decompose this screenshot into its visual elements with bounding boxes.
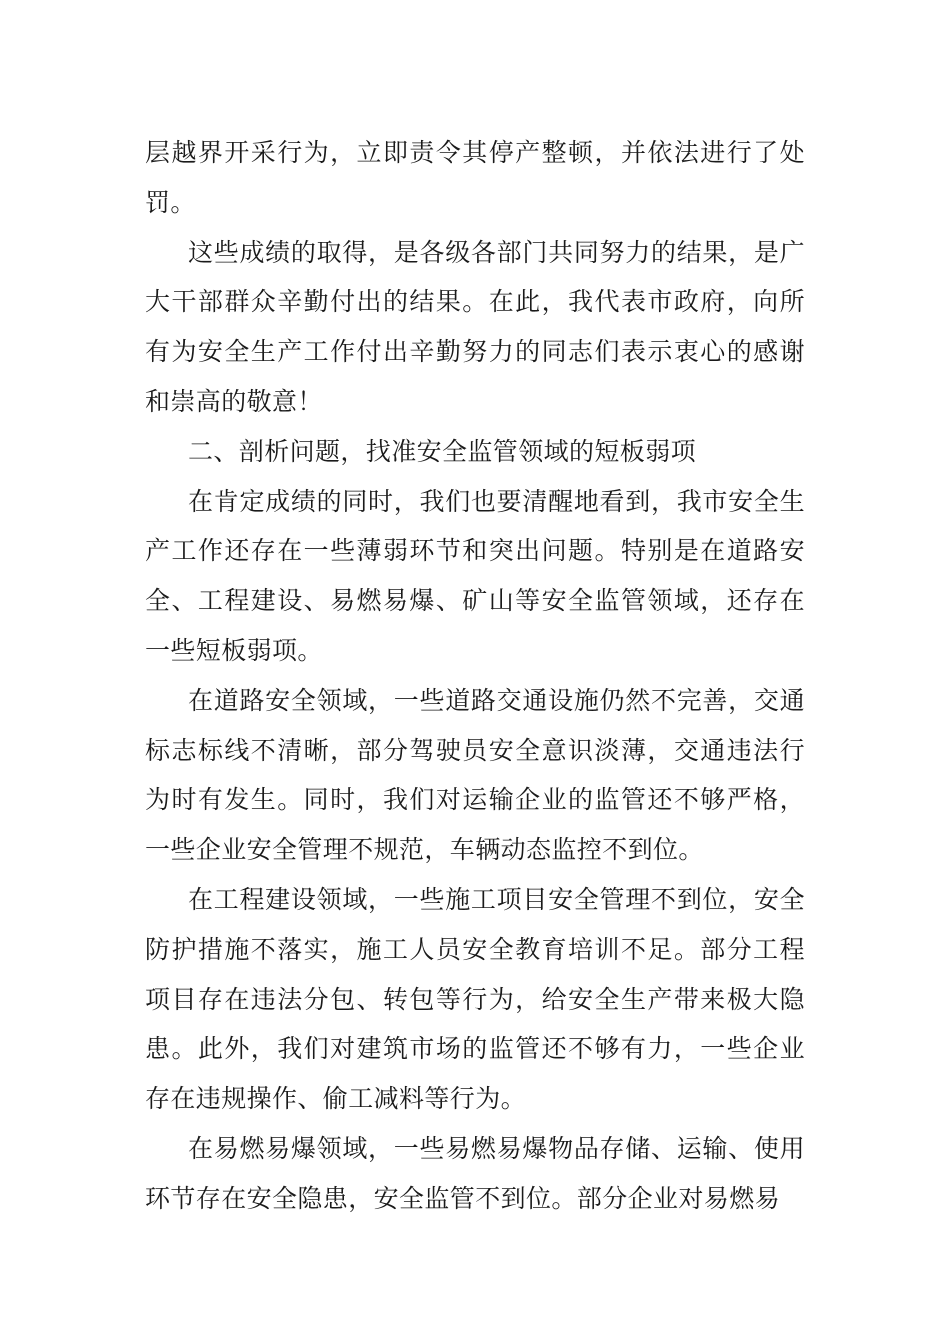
section-heading-problems: 二、剖析问题，找准安全监管领域的短板弱项 [188, 436, 697, 466]
document-body [145, 128, 805, 1224]
paragraph-construction: 在工程建设领域，一些施工项目安全管理不到位，安全防护措施不落实，施工人员安全教育培训不足。部分工程项目存在违法分包、转包等行为，给安全生产带来极大隐患。此外，我们对建筑市场的监管还不够有力，一些企业存在违规操作、偷工减料等行为。 [145, 884, 805, 1114]
paragraph-continuation: 层越界开采行为，立即责令其停产整顿，并依法进行了处罚。 [145, 138, 805, 217]
paragraph-weak-links: 在肯定成绩的同时，我们也要清醒地看到，我市安全生产工作还存在一些薄弱环节和突出问题。特别是在道路安全、工程建设、易燃易爆、矿山等安全监管领域，还存在一些短板弱项。 [145, 486, 805, 665]
paragraph-achievements-thanks: 这些成绩的取得，是各级各部门共同努力的结果，是广大干部群众辛勤付出的结果。在此，我代表市政府，向所有为安全生产工作付出辛勤努力的同志们表示衷心的感谢和崇高的敬意！ [145, 237, 805, 416]
paragraph-road-safety: 在道路安全领域，一些道路交通设施仍然不完善，交通标志标线不清晰，部分驾驶员安全意识淡薄，交通违法行为时有发生。同时，我们对运输企业的监管还不够严格，一些企业安全管理不规范，车辆动态监控不到位。 [145, 685, 805, 865]
paragraph-flammable-explosive: 在易燃易爆领域，一些易燃易爆物品存储、运输、使用环节存在安全隐患，安全监管不到位。部分企业对易燃易 [145, 1133, 805, 1213]
